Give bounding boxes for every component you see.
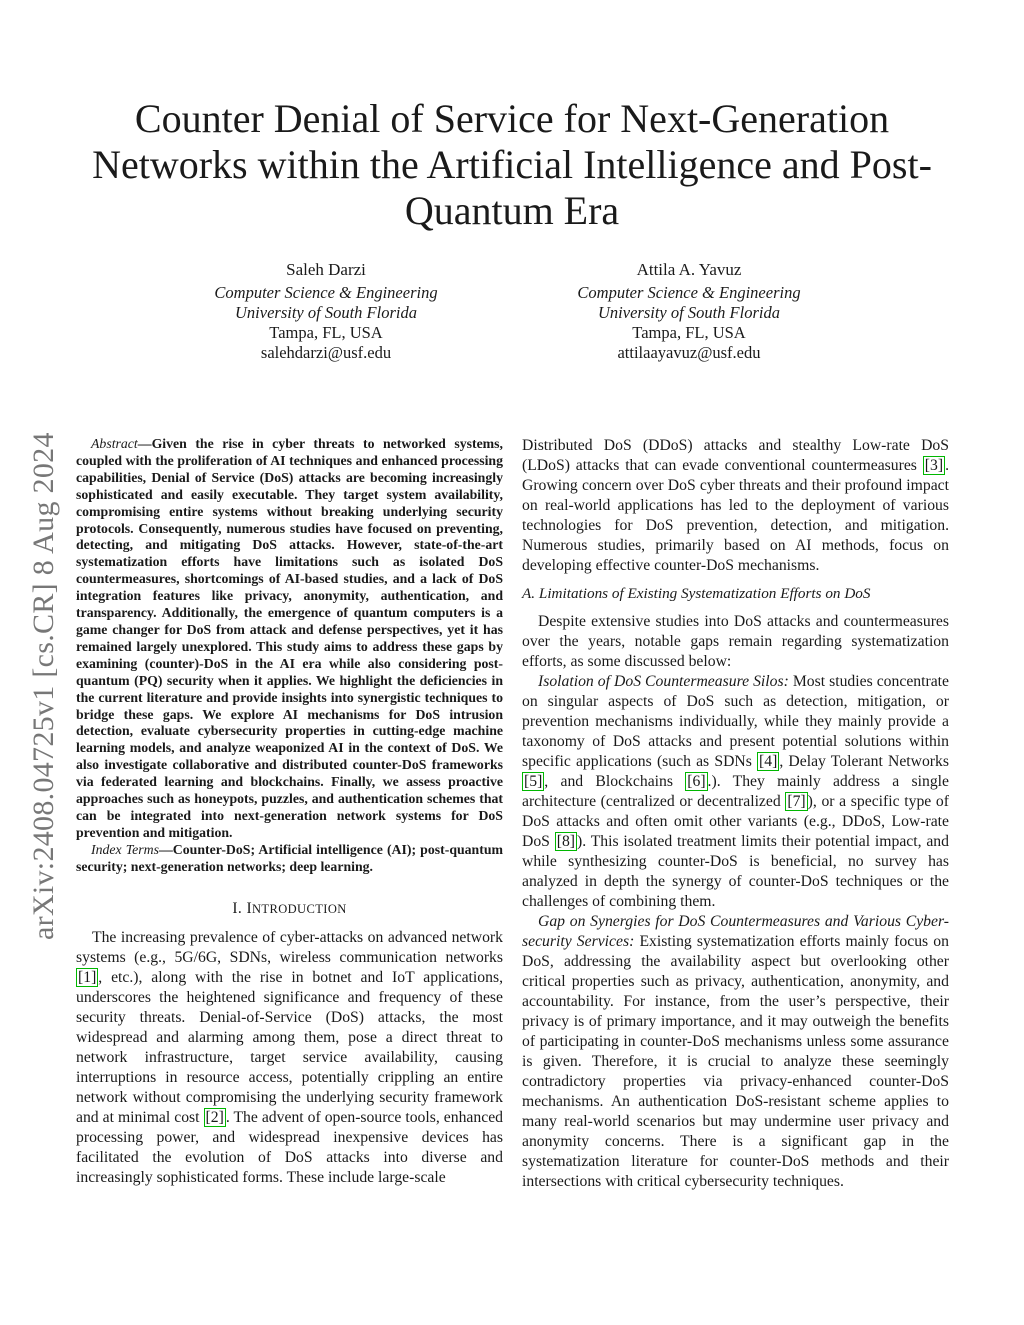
author-university: University of South Florida: [235, 303, 417, 322]
section-heading-introduction: [76, 900, 503, 918]
paragraph: Despite extensive studies into DoS attacks and countermeasures over the years, notable gaps remain regarding systematization efforts, as some discussed below:: [522, 613, 949, 670]
author-name: Saleh Darzi: [286, 260, 366, 279]
right-column: [522, 436, 949, 1192]
abstract-text: —Given the rise in cyber threats to networked systems, coupled with the proliferation of AI techniques and enhanced processing capabilities, Denial of Service (DoS) attacks are becoming increasingly sophisticated and easily executable. They target system availability, compromising entire systems without breaking underlying security protocols. Consequently, numerous studies have focused on preventing, detecting, and mitigating DoS attacks. However, state-of-the-art systematization efforts have limitations such as isolated DoS countermeasures, shortcomings of AI-based studies, and a lack of DoS integration features like privacy, anonymity, authentication, and transparency. Additionally, the emergence of quantum computers is a game changer for DoS from attack and defense perspectives, yet it has remained largely unexplored. This study aims to address these gaps by examining (counter)-DoS in the AI era while also considering post-quantum (PQ) security when it applies. We highlight the deficiencies in the current literature and provide insights into synergistic techniques to bridge these gaps. We explore AI mechanisms for DoS intrusion detection, evaluate cybersecurity properties in cutting-edge machine learning models, and analyze weaponized AI in the context of DoS. We also investigate collaborative and distributed counter-DoS frameworks via federated learning and blockchains. Finally, we assess proactive approaches such as honeypots, puzzles, and authentication schemes that can be integrated into next-generation network systems for DoS prevention and mitigation.: [76, 436, 503, 840]
citation-link[interactable]: [3]: [924, 457, 944, 474]
author-department: Computer Science & Engineering: [577, 283, 801, 302]
section-number: I.: [232, 899, 243, 917]
section-title-rest: NTRODUCTION: [252, 901, 347, 916]
index-terms: [76, 842, 503, 876]
text-run: , Delay Tolerant Networks: [779, 753, 949, 770]
author-name: Attila A. Yavuz: [636, 260, 742, 279]
subsection-heading: A. Limitations of Existing Systematization Efforts on DoS: [522, 585, 871, 602]
text-run: .). They mainly address a single architecture (centralized or decentralized: [522, 773, 949, 810]
text-run: ). This isolated treatment limits their potential impact, and while synthesizing counter-DoS is beneficial, no survey has analyzed in depth the synergy of counter-DoS techniques or the challenges of combining them.: [522, 833, 949, 910]
index-terms-label: Index Terms: [91, 841, 159, 857]
citation-link[interactable]: [8]: [556, 833, 576, 850]
section-title-initial: I: [246, 899, 252, 917]
text-run: The increasing prevalence of cyber-attacks on advanced network systems (e.g., 5G/6G, SDNs, wireless communication networks: [76, 928, 503, 966]
text-run: Existing systematization efforts mainly focus on DoS, addressing the availability aspect but overlooking other critical properties such as privacy, authentication, anonymity, and accountability. For instance, from the user’s perspective, their privacy is of primary importance, and it may outweigh the benefits of participating in counter-DoS mechanisms unless some assurance is given. Therefore, it is crucial to analyze these seemingly contradictory properties via privacy-enhanced counter-DoS mechanisms. An authentication DoS-resistant scheme applies to many real-world scenarios but may undermine user privacy and anonymity concerns. There is a significant gap in the systematization literature for counter-DoS methods and their intersections with critical cybersecurity techniques.: [522, 933, 949, 1190]
citation-link[interactable]: [6]: [687, 773, 706, 790]
left-column: [76, 436, 503, 1188]
intro-paragraph-continued: [522, 436, 949, 576]
text-run: . The advent of open-source tools, enhanced processing power, and widespread inexpensive devices has facilitated the evolution of DoS attacks into diverse and increasingly sophisticated forms. These include large-scale: [76, 1108, 504, 1186]
abstract-label: Abstract: [91, 436, 138, 451]
text-run: Most studies concentrate on singular aspects of DoS such as detection, mitigation, or prevention mechanisms individually, while they mainly provide a taxonomy of DoS attacks and present potential solutions within specific applications (such as SDNs: [522, 673, 949, 770]
run-in-heading: Isolation of DoS Countermeasure Silos:: [538, 673, 789, 690]
run-in-heading: Gap on Synergies for DoS Countermeasures and Various Cyber-security Services:: [522, 913, 949, 950]
paragraph: [522, 672, 949, 912]
citation-link[interactable]: [7]: [787, 793, 806, 810]
citation-link[interactable]: [2]: [205, 1108, 224, 1126]
text-run: ), or a specific type of DoS attacks and often omit other variants (e.g., DDoS, Low-rate DoS: [522, 793, 949, 850]
author-email: salehdarzi@usf.edu: [260, 343, 392, 362]
author-location: Tampa, FL, USA: [632, 323, 746, 342]
author-block: [524, 260, 854, 363]
author-location: Tampa, FL, USA: [269, 323, 383, 342]
text-run: , etc.), along with the rise in botnet and IoT applications, underscores the heightened significance and frequency of these security threats. Denial-of-Service (DoS) attacks, the most widespread and alarming among them, pose a direct threat to network infrastructure, target service availability, causing interruptions in resource access, potentially crippling an entire network without compromising the underlying security framework and at minimal cost: [76, 968, 503, 1126]
author-university: University of South Florida: [598, 303, 780, 322]
index-terms-text: —Counter-DoS; Artificial intelligence (AI); post-quantum security; next-generation networks; deep learning.: [76, 841, 503, 874]
arxiv-identifier: arXiv:2408.04725v1 [cs.CR] 8 Aug 2024: [27, 432, 60, 940]
author-department: Computer Science & Engineering: [214, 283, 438, 302]
paper-title: Counter Denial of Service for Next-Generation Networks within the Artificial Intelligence and Post-Quantum Era: [92, 96, 932, 233]
author-block: [161, 260, 491, 363]
paragraph: [522, 912, 949, 1192]
text-run: . Growing concern over DoS cyber threats and their profound impact on real-world applications has led to the deployment of various technologies for DoS prevention, detection, and mitigation. Numerous studies, primarily based on AI methods, focus on developing effective counter-DoS mechanisms.: [522, 457, 949, 574]
citation-link[interactable]: [1]: [78, 968, 97, 986]
text-run: , and Blockchains: [544, 773, 686, 790]
abstract: [76, 436, 503, 842]
citation-link[interactable]: [4]: [759, 753, 778, 770]
intro-paragraph: [76, 928, 503, 1188]
author-email: attilaayavuz@usf.edu: [617, 343, 761, 362]
text-run: Distributed DoS (DDoS) attacks and stealthy Low-rate DoS (LDoS) attacks that can evade conventional countermeasures: [522, 437, 949, 474]
citation-link[interactable]: [5]: [524, 773, 543, 790]
